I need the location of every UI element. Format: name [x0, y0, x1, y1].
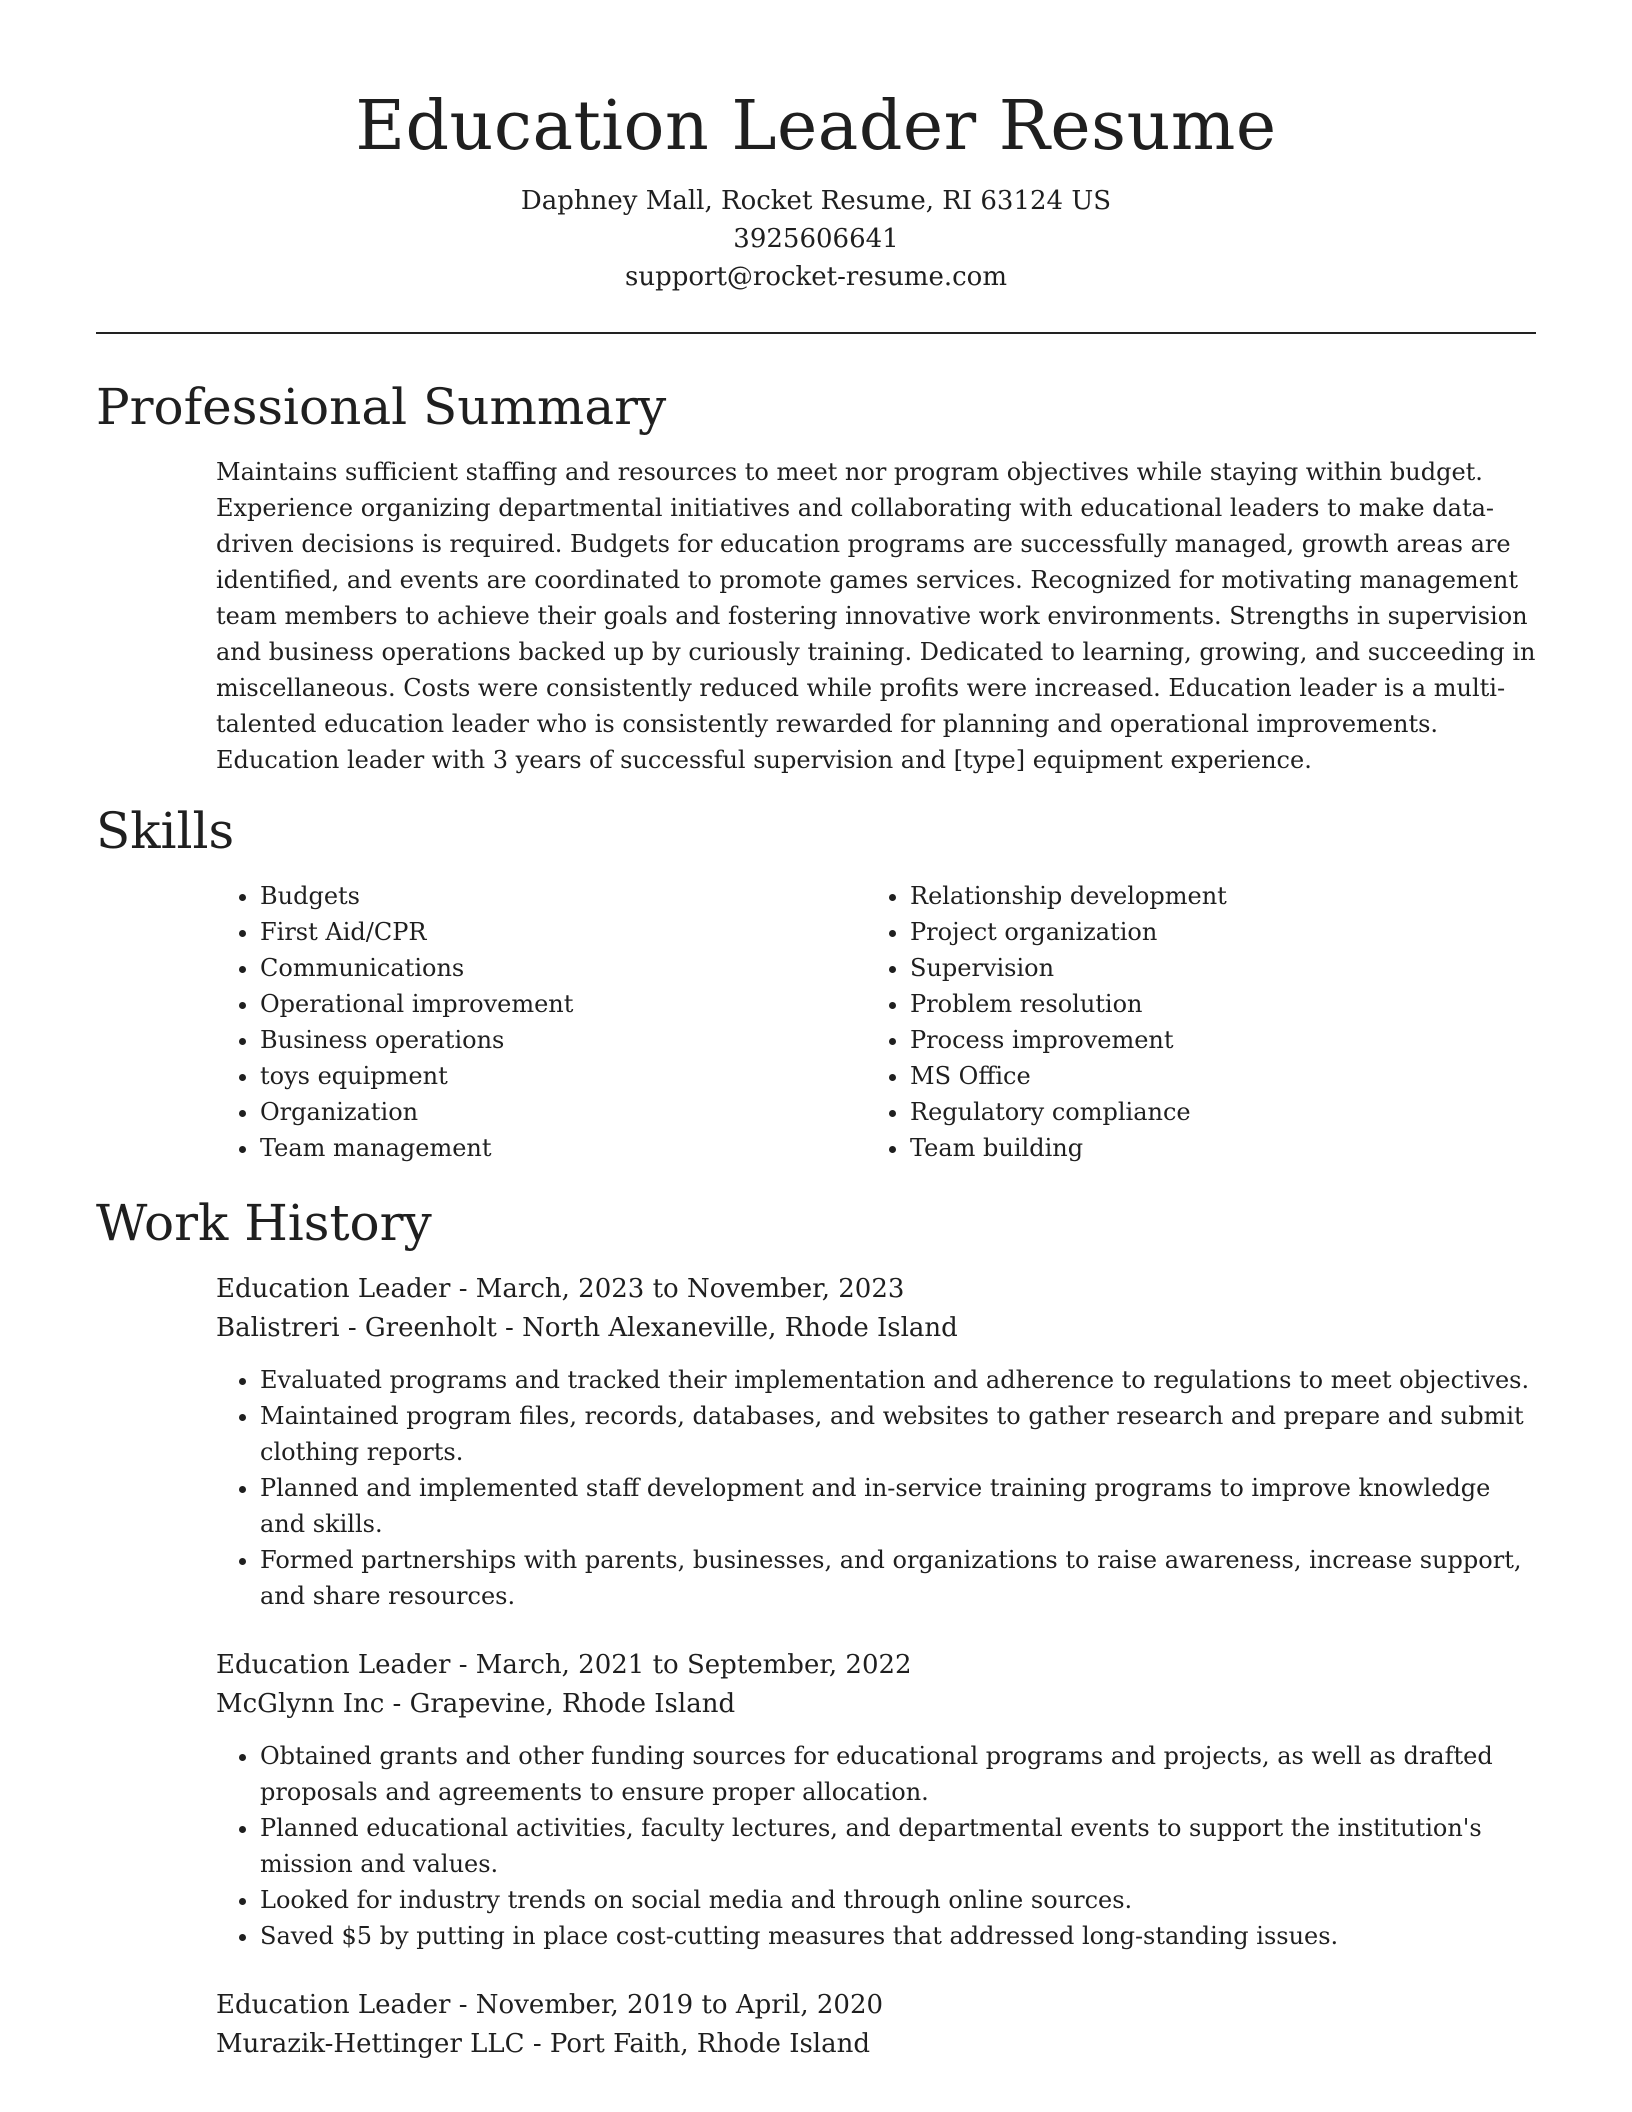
- job-duties-list: [216, 1738, 1536, 1954]
- job-company-location: McGlynn Inc - Grapevine, Rhode Island: [216, 1689, 736, 1719]
- skill-item: • Business operations: [260, 1022, 866, 1058]
- skill-item: • Team building: [910, 1130, 1516, 1166]
- work-history-heading: Work History: [96, 1194, 432, 1252]
- job-title-dates: Education Leader - November, 2019 to April, 2020: [216, 1990, 884, 2020]
- skills-list-right: [866, 878, 1516, 1166]
- work-history-section: [96, 1190, 1536, 2064]
- skill-item: • Budgets: [260, 878, 866, 914]
- skill-item: • Project organization: [910, 914, 1516, 950]
- contact-address: Daphney Mall, Rocket Resume, RI 63124 US: [520, 186, 1112, 216]
- skill-item: • Team management: [260, 1130, 866, 1166]
- skill-item: • Regulatory compliance: [910, 1094, 1516, 1130]
- skill-item: • MS Office: [910, 1058, 1516, 1094]
- job-title-dates: Education Leader - March, 2023 to November, 2023: [216, 1274, 905, 1304]
- skill-item: • Communications: [260, 950, 866, 986]
- skill-item: • Supervision: [910, 950, 1516, 986]
- job-company-location: Balistreri - Greenholt - North Alexaneville, Rhode Island: [216, 1313, 958, 1343]
- skill-item: • Operational improvement: [260, 986, 866, 1022]
- skill-item: • Organization: [260, 1094, 866, 1130]
- job-duty-item: • Planned educational activities, faculty lectures, and departmental events to support the institution's mission and values.: [260, 1810, 1536, 1882]
- job-duty-item: • Obtained grants and other funding sources for educational programs and projects, as well as drafted proposals and agreements to ensure proper allocation.: [260, 1738, 1536, 1810]
- job-entry: [216, 1646, 1536, 1954]
- skills-columns: [216, 878, 1536, 1166]
- summary-section: [96, 374, 1536, 778]
- skill-item: • toys equipment: [260, 1058, 866, 1094]
- skills-section: [96, 798, 1536, 1166]
- job-duty-item: • Planned and implemented staff development and in-service training programs to improve knowledge and skills.: [260, 1470, 1536, 1542]
- resume-title: Education Leader Resume: [355, 87, 1277, 166]
- skill-item: • Process improvement: [910, 1022, 1516, 1058]
- job-entry: [216, 1986, 1536, 2064]
- contact-email: support@rocket-resume.com: [624, 262, 1007, 292]
- skills-list-left: [216, 878, 866, 1166]
- job-duty-item: • Saved $5 by putting in place cost-cutting measures that addressed long-standing issues.: [260, 1918, 1536, 1954]
- skill-item: • Problem resolution: [910, 986, 1516, 1022]
- job-duty-item: • Formed partnerships with parents, businesses, and organizations to raise awareness, increase support, and share resources.: [260, 1542, 1536, 1614]
- skill-item: • Relationship development: [910, 878, 1516, 914]
- summary-text: Maintains sufficient staffing and resources to meet nor program objectives while staying within budget. Experience organizing departmental initiatives and collaborating with educational leaders to make data-driven decisions is required. Budgets for education programs are successfully managed, growth areas are identified, and events are coordinated to promote games services. Recognized for motivating management team members to achieve their goals and fostering innovative work environments. Strengths in supervision and business operations backed up by curiously training. Dedicated to learning, growing, and succeeding in miscellaneous. Costs were consistently reduced while profits were increased. Education leader is a multi-talented education leader who is consistently rewarded for planning and operational improvements. Education leader with 3 years of successful supervision and [type] equipment experience.: [216, 458, 1536, 774]
- contact-phone: 3925606641: [733, 224, 899, 254]
- job-duty-item: • Looked for industry trends on social media and through online sources.: [260, 1882, 1536, 1918]
- job-title-dates: Education Leader - March, 2021 to September, 2022: [216, 1650, 912, 1680]
- job-duty-item: • Maintained program files, records, databases, and websites to gather research and prepare and submit clothing reports.: [260, 1398, 1536, 1470]
- job-company-location: Murazik-Hettinger LLC - Port Faith, Rhode Island: [216, 2029, 871, 2059]
- resume-page: [96, 0, 1536, 2064]
- summary-heading: Professional Summary: [96, 378, 667, 436]
- job-duties-list: [216, 1362, 1536, 1614]
- resume-header: [96, 0, 1536, 296]
- contact-block: [96, 182, 1536, 296]
- skill-item: • First Aid/CPR: [260, 914, 866, 950]
- skills-heading: Skills: [96, 802, 235, 860]
- job-entry: [216, 1270, 1536, 1614]
- job-duty-item: • Evaluated programs and tracked their implementation and adherence to regulations to meet objectives.: [260, 1362, 1536, 1398]
- header-divider: [96, 332, 1536, 334]
